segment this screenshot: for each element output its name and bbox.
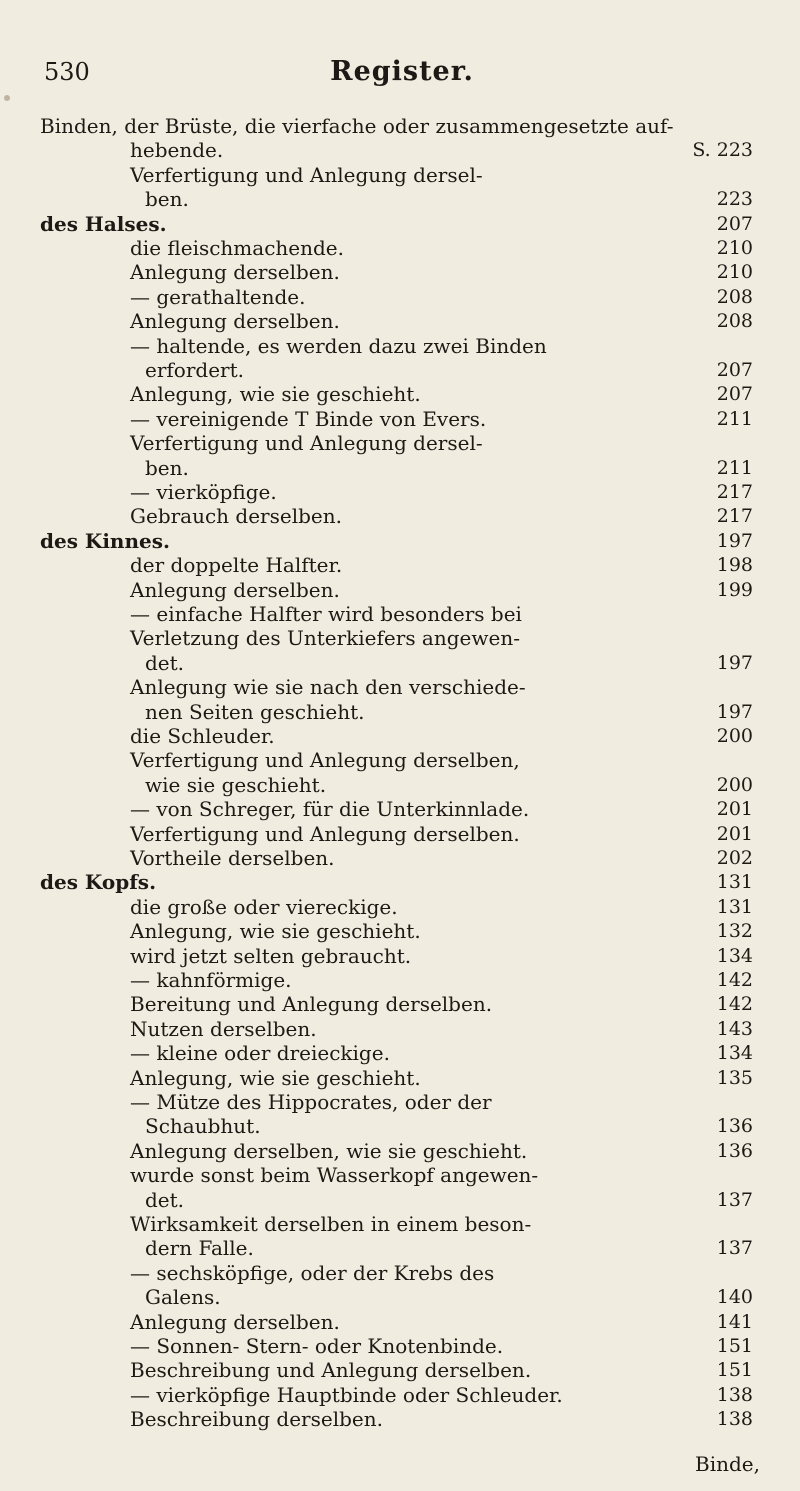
- entry-page-ref: 151: [716, 1335, 753, 1357]
- entry-text: der doppelte Halfter.: [130, 553, 343, 578]
- entry-text: Verletzung des Unterkiefers angewen-: [130, 626, 520, 651]
- entry-text: die fleischmachende.: [130, 236, 344, 260]
- entry-page-ref: 200: [716, 773, 753, 796]
- entry-text: Anlegung derselben.: [130, 260, 340, 285]
- entry-text: — gerathaltende.: [130, 284, 306, 309]
- entry-page-ref: 208: [716, 310, 753, 333]
- entry-page-ref: 197: [716, 700, 753, 723]
- entry-page-ref: 210: [716, 261, 753, 284]
- entry-page-ref: 201: [716, 798, 753, 821]
- entry-text: Verfertigung und Anlegung dersel-: [130, 162, 483, 187]
- entry-text: wurde sonst beim Wasserkopf angewen-: [130, 1163, 539, 1188]
- entry-text: Anlegung, wie sie geschieht.: [130, 919, 421, 944]
- entry-text: wie sie geschieht.: [145, 772, 327, 797]
- register-entry: [0, 1405, 800, 1433]
- entry-page-ref: 198: [716, 554, 753, 577]
- entry-page-ref: 138: [716, 1383, 753, 1406]
- entry-page-ref: S. 223: [692, 139, 753, 162]
- entry-page-ref: 141: [716, 1310, 753, 1333]
- entry-text: Bereitung und Anlegung derselben.: [130, 992, 493, 1017]
- entry-page-ref: 143: [716, 1017, 753, 1040]
- entry-page-ref: 136: [716, 1139, 753, 1162]
- entry-page-ref: 208: [716, 285, 753, 308]
- entry-text: — Mütze des Hippocrates, oder der: [130, 1090, 492, 1114]
- entry-page-ref: 210: [716, 237, 753, 259]
- entry-page-ref: 132: [716, 920, 753, 943]
- entry-text: die Schleuder.: [130, 724, 275, 748]
- entry-text: — vereinigende T Binde von Evers.: [130, 406, 487, 431]
- entry-text: Verfertigung und Anlegung dersel-: [130, 431, 483, 456]
- entry-text: des Kinnes.: [40, 528, 170, 553]
- entry-page-ref: 142: [716, 993, 753, 1016]
- entry-text: ben.: [145, 187, 189, 212]
- entry-text: — von Schreger, für die Unterkinnlade.: [130, 797, 530, 822]
- entry-page-ref: 207: [716, 212, 753, 235]
- entry-text: Anlegung, wie sie geschieht.: [130, 382, 421, 407]
- entry-text: Nutzen derselben.: [130, 1016, 317, 1041]
- entry-text: Beschreibung und Anlegung derselben.: [130, 1358, 532, 1383]
- entry-text: nen Seiten geschieht.: [145, 699, 365, 724]
- entry-text: Anlegung derselben.: [130, 577, 340, 602]
- entry-page-ref: 217: [716, 505, 753, 528]
- entry-page-ref: 151: [716, 1359, 753, 1382]
- page-header: [44, 58, 760, 98]
- entry-text: — sechsköpfige, oder der Krebs des: [130, 1260, 495, 1285]
- entry-text: erfordert.: [145, 358, 244, 382]
- entry-text: des Halses.: [40, 211, 167, 236]
- entry-text: Anlegung, wie sie geschieht.: [130, 1065, 421, 1090]
- entry-page-ref: 137: [716, 1237, 753, 1260]
- entry-page-ref: 134: [716, 1042, 753, 1065]
- entry-page-ref: 197: [716, 651, 753, 674]
- entry-page-ref: 211: [716, 407, 753, 430]
- entry-text: Verfertigung und Anlegung derselben.: [130, 821, 520, 846]
- entry-page-ref: 136: [716, 1115, 753, 1138]
- entry-text: Anlegung derselben, wie sie geschieht.: [130, 1138, 528, 1163]
- entry-text: Binden, der Brüste, die vierfache oder zusammengesetzte auf-: [40, 114, 674, 138]
- paper-speck: [4, 95, 10, 101]
- entry-page-ref: 131: [716, 895, 753, 918]
- entry-page-ref: 137: [716, 1188, 753, 1211]
- entry-text: wird jetzt selten gebraucht.: [130, 943, 412, 968]
- entry-page-ref: 140: [716, 1286, 753, 1309]
- entry-text: Anlegung derselben.: [130, 1309, 340, 1334]
- entry-text: det.: [145, 1187, 185, 1212]
- entry-text: Gebrauch derselben.: [130, 504, 342, 529]
- entry-page-ref: 211: [716, 456, 753, 479]
- entry-page-ref: 202: [716, 847, 753, 869]
- entry-text: — vierköpfige.: [130, 480, 277, 504]
- entry-text: des Kopfs.: [40, 870, 157, 895]
- entry-page-ref: 201: [716, 822, 753, 845]
- entry-page-ref: 207: [716, 359, 753, 381]
- running-head: Register.: [330, 56, 474, 87]
- entry-text: — Sonnen- Stern- oder Knotenbinde.: [130, 1334, 504, 1358]
- entry-text: Anlegung derselben.: [130, 309, 340, 334]
- entry-page-ref: 207: [716, 383, 753, 406]
- entry-page-ref: 200: [716, 725, 753, 747]
- entry-text: ben.: [145, 455, 189, 480]
- entry-text: die große oder viereckige.: [130, 894, 398, 919]
- entry-text: det.: [145, 650, 185, 675]
- entry-page-ref: 134: [716, 944, 753, 967]
- entry-page-ref: 223: [716, 188, 753, 211]
- entry-text: Vortheile derselben.: [130, 846, 335, 870]
- entry-page-ref: 131: [716, 871, 753, 894]
- entry-text: Beschreibung derselben.: [130, 1407, 383, 1432]
- entry-page-ref: 142: [716, 969, 753, 991]
- entry-text: Schaubhut.: [145, 1114, 261, 1139]
- entry-text: — vierköpfige Hauptbinde oder Schleuder.: [130, 1382, 563, 1407]
- entry-text: Anlegung wie sie nach den verschiede-: [130, 675, 526, 700]
- entry-text: Galens.: [145, 1285, 221, 1310]
- entry-text: — kahnförmige.: [130, 968, 292, 992]
- entry-text: Wirksamkeit derselben in einem beson-: [130, 1212, 532, 1236]
- catchword: Binde,: [695, 1452, 760, 1476]
- entry-page-ref: 135: [716, 1066, 753, 1089]
- entry-text: — einfache Halfter wird besonders bei: [130, 602, 522, 626]
- entry-page-ref: 199: [716, 578, 753, 601]
- entry-page-ref: 138: [716, 1408, 753, 1431]
- page-number: 530: [44, 58, 90, 86]
- entry-text: dern Falle.: [145, 1236, 254, 1261]
- entry-page-ref: 217: [716, 481, 753, 503]
- entry-text: Verfertigung und Anlegung derselben,: [130, 748, 520, 773]
- entry-text: — haltende, es werden dazu zwei Binden: [130, 333, 547, 358]
- entry-text: hebende.: [130, 138, 224, 163]
- entry-page-ref: 197: [716, 529, 753, 552]
- entry-text: — kleine oder dreieckige.: [130, 1041, 390, 1066]
